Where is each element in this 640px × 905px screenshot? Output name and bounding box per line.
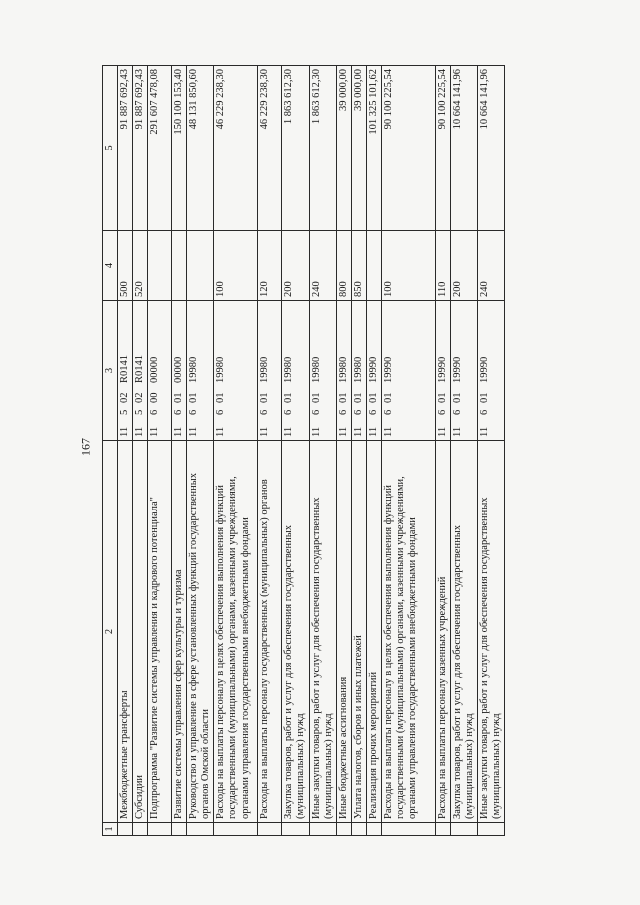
table-row bbox=[282, 66, 309, 836]
row-name: Развитие системы управления сфер культуры и туризма bbox=[172, 441, 187, 823]
row-name: Иные закупки товаров, работ и услуг для обеспечения государственных (муниципальных) нужд bbox=[309, 441, 336, 823]
code-part-3: 01 bbox=[283, 392, 295, 403]
code-part-4: 19980 bbox=[337, 356, 349, 383]
row-code bbox=[133, 301, 148, 441]
code-part-2: 6 bbox=[451, 409, 463, 415]
row-expense-type: 850 bbox=[351, 231, 366, 301]
row-amount: 90 100 225,54 bbox=[435, 66, 450, 231]
code-part-2: 6 bbox=[149, 409, 161, 415]
table-row bbox=[258, 66, 282, 836]
code-part-1: 11 bbox=[367, 426, 379, 437]
code-part-3: 01 bbox=[367, 392, 379, 403]
code-part-4: 19980 bbox=[188, 356, 200, 383]
code-part-4: 19990 bbox=[451, 356, 463, 383]
code-part-1: 11 bbox=[352, 426, 364, 437]
code-part-3: 01 bbox=[451, 392, 463, 403]
row-expense-type: 500 bbox=[118, 231, 133, 301]
row-blank-cell bbox=[214, 823, 258, 836]
code-part-2: 6 bbox=[259, 409, 271, 415]
budget-table bbox=[102, 65, 505, 836]
code-part-3: 01 bbox=[352, 392, 364, 403]
row-amount: 48 131 850,60 bbox=[187, 66, 214, 231]
code-part-4: 19990 bbox=[367, 356, 379, 383]
row-code bbox=[478, 301, 505, 441]
column-header-row bbox=[103, 66, 118, 836]
row-name: Иные закупки товаров, работ и услуг для обеспечения государственных (муниципальных) нужд bbox=[478, 441, 505, 823]
code-part-2: 5 bbox=[134, 409, 146, 415]
code-part-2: 6 bbox=[173, 409, 185, 415]
table-row bbox=[309, 66, 336, 836]
code-part-4: R0141 bbox=[119, 354, 131, 383]
code-part-1: 11 bbox=[337, 426, 349, 437]
code-part-1: 11 bbox=[134, 426, 146, 437]
row-blank-cell bbox=[172, 823, 187, 836]
row-expense-type: 520 bbox=[133, 231, 148, 301]
code-part-4: 19990 bbox=[382, 356, 394, 383]
code-part-3: 01 bbox=[310, 392, 322, 403]
code-part-1: 11 bbox=[119, 426, 131, 437]
row-name: Руководство и управление в сфере установленных функций государственных органов Омской области bbox=[187, 441, 214, 823]
code-part-2: 6 bbox=[479, 409, 490, 415]
code-part-2: 6 bbox=[188, 409, 200, 415]
row-code bbox=[450, 301, 477, 441]
table-row bbox=[351, 66, 366, 836]
row-amount: 39 000,00 bbox=[336, 66, 351, 231]
row-expense-type bbox=[187, 231, 214, 301]
table-row bbox=[148, 66, 172, 836]
code-part-2: 6 bbox=[215, 409, 227, 415]
table-row bbox=[435, 66, 450, 836]
row-expense-type: 100 bbox=[214, 231, 258, 301]
row-code bbox=[118, 301, 133, 441]
row-name: Межбюджетные трансферты bbox=[118, 441, 133, 823]
code-part-1: 11 bbox=[451, 426, 463, 437]
row-blank-cell bbox=[366, 823, 381, 836]
table-row bbox=[187, 66, 214, 836]
row-expense-type: 240 bbox=[478, 231, 505, 301]
column-header-1: 1 bbox=[103, 823, 118, 836]
code-part-4: 19980 bbox=[283, 356, 295, 383]
row-expense-type: 200 bbox=[282, 231, 309, 301]
row-amount: 150 100 153,40 bbox=[172, 66, 187, 231]
row-expense-type: 100 bbox=[381, 231, 435, 301]
code-part-2: 6 bbox=[436, 409, 448, 415]
row-name: Закупка товаров, работ и услуг для обеспечения государственных (муниципальных) нужд bbox=[450, 441, 477, 823]
code-part-2: 5 bbox=[119, 409, 131, 415]
row-amount: 101 325 101,62 bbox=[366, 66, 381, 231]
table-body bbox=[118, 66, 505, 836]
row-expense-type: 240 bbox=[309, 231, 336, 301]
code-part-3: 02 bbox=[119, 392, 131, 403]
row-blank-cell bbox=[351, 823, 366, 836]
table-row bbox=[336, 66, 351, 836]
table-row bbox=[214, 66, 258, 836]
row-expense-type bbox=[366, 231, 381, 301]
code-part-3: 01 bbox=[173, 392, 185, 403]
row-blank-cell bbox=[187, 823, 214, 836]
row-code bbox=[148, 301, 172, 441]
row-amount: 1 863 612,30 bbox=[282, 66, 309, 231]
row-expense-type: 120 bbox=[258, 231, 282, 301]
code-part-4: 19990 bbox=[479, 356, 490, 383]
row-code bbox=[258, 301, 282, 441]
row-blank-cell bbox=[258, 823, 282, 836]
code-part-4: R0141 bbox=[134, 354, 146, 383]
row-name: Уплата налогов, сборов и иных платежей bbox=[351, 441, 366, 823]
row-blank-cell bbox=[336, 823, 351, 836]
code-part-1: 11 bbox=[173, 426, 185, 437]
row-blank-cell bbox=[309, 823, 336, 836]
row-code bbox=[172, 301, 187, 441]
table-row bbox=[381, 66, 435, 836]
row-amount: 39 000,00 bbox=[351, 66, 366, 231]
code-part-4: 19990 bbox=[436, 356, 448, 383]
code-part-2: 6 bbox=[337, 409, 349, 415]
row-amount: 46 229 238,30 bbox=[214, 66, 258, 231]
code-part-3: 01 bbox=[259, 392, 271, 403]
table-row bbox=[172, 66, 187, 836]
row-code bbox=[214, 301, 258, 441]
code-part-3: 01 bbox=[436, 392, 448, 403]
page-number: 167 bbox=[78, 438, 93, 456]
column-header-3: 3 bbox=[103, 301, 118, 441]
code-part-3: 01 bbox=[337, 392, 349, 403]
row-blank-cell bbox=[148, 823, 172, 836]
row-name: Расходы на выплаты персоналу казенных учреждений bbox=[435, 441, 450, 823]
table-row bbox=[133, 66, 148, 836]
row-name: Расходы на выплаты персоналу в целях обеспечения выполнения функций государственными (муниципальными) органами, казенными учреждениями, органами управления государственными внебюджетными фондами bbox=[214, 441, 258, 823]
row-code bbox=[282, 301, 309, 441]
code-part-1: 11 bbox=[382, 426, 394, 437]
column-header-2: 2 bbox=[103, 441, 118, 823]
row-blank-cell bbox=[478, 823, 505, 836]
row-blank-cell bbox=[435, 823, 450, 836]
row-blank-cell bbox=[118, 823, 133, 836]
row-expense-type bbox=[172, 231, 187, 301]
code-part-4: 19980 bbox=[259, 356, 271, 383]
code-part-1: 11 bbox=[215, 426, 227, 437]
row-code bbox=[381, 301, 435, 441]
code-part-1: 11 bbox=[188, 426, 200, 437]
row-amount: 91 887 692,43 bbox=[133, 66, 148, 231]
row-amount: 291 607 478,08 bbox=[148, 66, 172, 231]
code-part-1: 11 bbox=[436, 426, 448, 437]
code-part-2: 6 bbox=[382, 409, 394, 415]
table-row bbox=[366, 66, 381, 836]
row-name: Реализация прочих мероприятий bbox=[366, 441, 381, 823]
code-part-1: 11 bbox=[149, 426, 161, 437]
code-part-1: 11 bbox=[310, 426, 322, 437]
code-part-4: 00000 bbox=[149, 356, 161, 383]
row-code bbox=[309, 301, 336, 441]
code-part-3: 01 bbox=[479, 392, 490, 403]
code-part-1: 11 bbox=[283, 426, 295, 437]
code-part-3: 02 bbox=[134, 392, 146, 403]
row-code bbox=[351, 301, 366, 441]
rotated-table-wrapper bbox=[102, 66, 538, 836]
row-name: Субсидии bbox=[133, 441, 148, 823]
row-amount: 91 887 692,43 bbox=[118, 66, 133, 231]
code-part-2: 6 bbox=[310, 409, 322, 415]
code-part-4: 19980 bbox=[215, 356, 227, 383]
code-part-3: 01 bbox=[215, 392, 227, 403]
code-part-3: 00 bbox=[149, 392, 161, 403]
code-part-3: 01 bbox=[188, 392, 200, 403]
code-part-1: 11 bbox=[479, 426, 490, 437]
row-amount: 1 863 612,30 bbox=[309, 66, 336, 231]
row-expense-type bbox=[148, 231, 172, 301]
row-name: Расходы на выплаты персоналу в целях обеспечения выполнения функций государственными (муниципальными) органами, казенными учреждениями, органами управления государственными внебюджетными фондами bbox=[381, 441, 435, 823]
code-part-4: 19980 bbox=[352, 356, 364, 383]
code-part-4: 00000 bbox=[173, 356, 185, 383]
table-row bbox=[450, 66, 477, 836]
row-name: Закупка товаров, работ и услуг для обеспечения государственных (муниципальных) нужд bbox=[282, 441, 309, 823]
row-code bbox=[366, 301, 381, 441]
row-amount: 10 664 141,96 bbox=[478, 66, 505, 231]
code-part-3: 01 bbox=[382, 392, 394, 403]
table-row bbox=[118, 66, 133, 836]
code-part-2: 6 bbox=[352, 409, 364, 415]
row-expense-type: 800 bbox=[336, 231, 351, 301]
row-expense-type: 200 bbox=[450, 231, 477, 301]
row-name: Иные бюджетные ассигнования bbox=[336, 441, 351, 823]
row-blank-cell bbox=[381, 823, 435, 836]
row-blank-cell bbox=[133, 823, 148, 836]
row-amount: 10 664 141,96 bbox=[450, 66, 477, 231]
row-code bbox=[336, 301, 351, 441]
row-blank-cell bbox=[450, 823, 477, 836]
row-name: Подпрограмма "Развитие системы управления и кадрового потенциала" bbox=[148, 441, 172, 823]
code-part-1: 11 bbox=[259, 426, 271, 437]
row-amount: 90 100 225,54 bbox=[381, 66, 435, 231]
row-expense-type: 110 bbox=[435, 231, 450, 301]
row-blank-cell bbox=[282, 823, 309, 836]
code-part-4: 19980 bbox=[310, 356, 322, 383]
row-amount: 46 229 238,30 bbox=[258, 66, 282, 231]
table-row bbox=[478, 66, 505, 836]
code-part-2: 6 bbox=[367, 409, 379, 415]
column-header-5: 5 bbox=[103, 66, 118, 231]
column-header-4: 4 bbox=[103, 231, 118, 301]
code-part-2: 6 bbox=[283, 409, 295, 415]
row-name: Расходы на выплаты персоналу государственных (муниципальных) органов bbox=[258, 441, 282, 823]
row-code bbox=[435, 301, 450, 441]
row-code bbox=[187, 301, 214, 441]
